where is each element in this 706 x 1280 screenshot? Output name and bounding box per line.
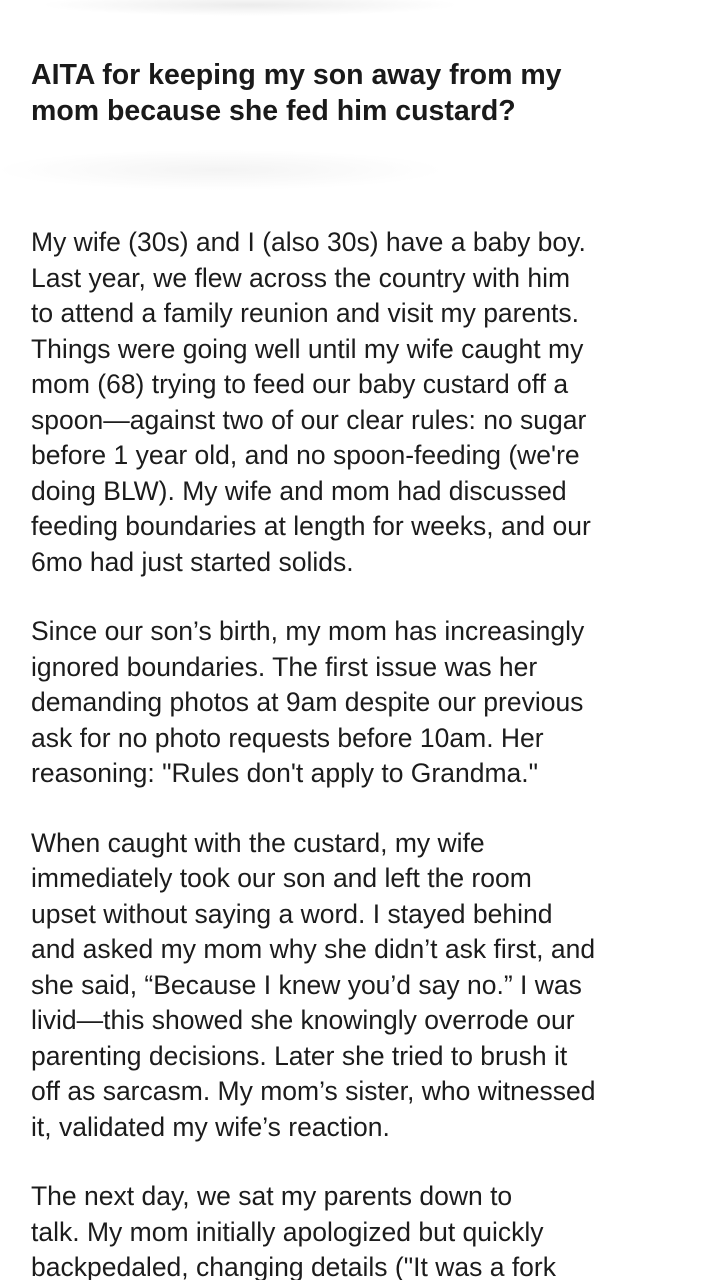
text-line: demanding photos at 9am despite our previous <box>31 687 584 717</box>
text-line: it, validated my wife’s reaction. <box>31 1111 390 1142</box>
text-line: mom (68) trying to feed our baby custard off a <box>31 369 569 399</box>
text-line: immediately took our son and left the room <box>31 863 532 893</box>
text-line: feeding boundaries at length for weeks, and our <box>31 511 591 541</box>
title-line: AITA for keeping my son away from my <box>31 59 562 91</box>
text-line: livid—this showed she knowingly overrode our <box>31 1005 575 1035</box>
text-line: before 1 year old, and no spoon-feeding (we're <box>31 440 580 470</box>
text-line: backpedaled, changing details ("It was a fork <box>31 1252 556 1280</box>
post-body <box>31 225 691 1280</box>
text-line: to attend a family reunion and visit my parents. <box>31 298 579 328</box>
text-line: Last year, we flew across the country with him <box>31 262 571 293</box>
text-line: The next day, we sat my parents down to <box>31 1181 513 1211</box>
text-line: ignored boundaries. The first issue was her <box>31 651 538 682</box>
text-line: she said, “Because I knew you’d say no.” I was <box>31 969 582 1000</box>
text-line: Things were going well until my wife caught my <box>31 333 584 364</box>
text-line: Since our son’s birth, my mom has increasingly <box>31 616 585 646</box>
text-line: off as sarcasm. My mom’s sister, who witnessed <box>31 1076 596 1106</box>
text-line: parenting decisions. Later she tried to brush it <box>31 1040 568 1071</box>
text-line: 6mo had just started solids. <box>31 546 354 577</box>
paragraph <box>31 614 691 792</box>
text-line: My wife (30s) and I (also 30s) have a baby boy. <box>31 227 586 257</box>
text-line: talk. My mom initially apologized but quickly <box>31 1216 544 1247</box>
title-line: mom because she fed him custard? <box>31 95 516 127</box>
paragraph <box>31 826 691 1146</box>
text-line: and asked my mom why she didn’t ask first, and <box>31 934 596 964</box>
blurred-artifact <box>40 0 460 16</box>
paragraph <box>31 225 691 580</box>
text-line: doing BLW). My wife and mom had discussed <box>31 475 567 506</box>
text-line: ask for no photo requests before 10am. Her <box>31 722 544 753</box>
text-line: upset without saying a word. I stayed behind <box>31 898 553 929</box>
text-line: When caught with the custard, my wife <box>31 827 485 858</box>
blurred-artifact <box>0 150 440 190</box>
text-line: reasoning: "Rules don't apply to Grandma." <box>31 758 539 788</box>
paragraph <box>31 1179 691 1280</box>
post-title <box>31 57 681 129</box>
text-line: spoon—against two of our clear rules: no sugar <box>31 404 587 435</box>
